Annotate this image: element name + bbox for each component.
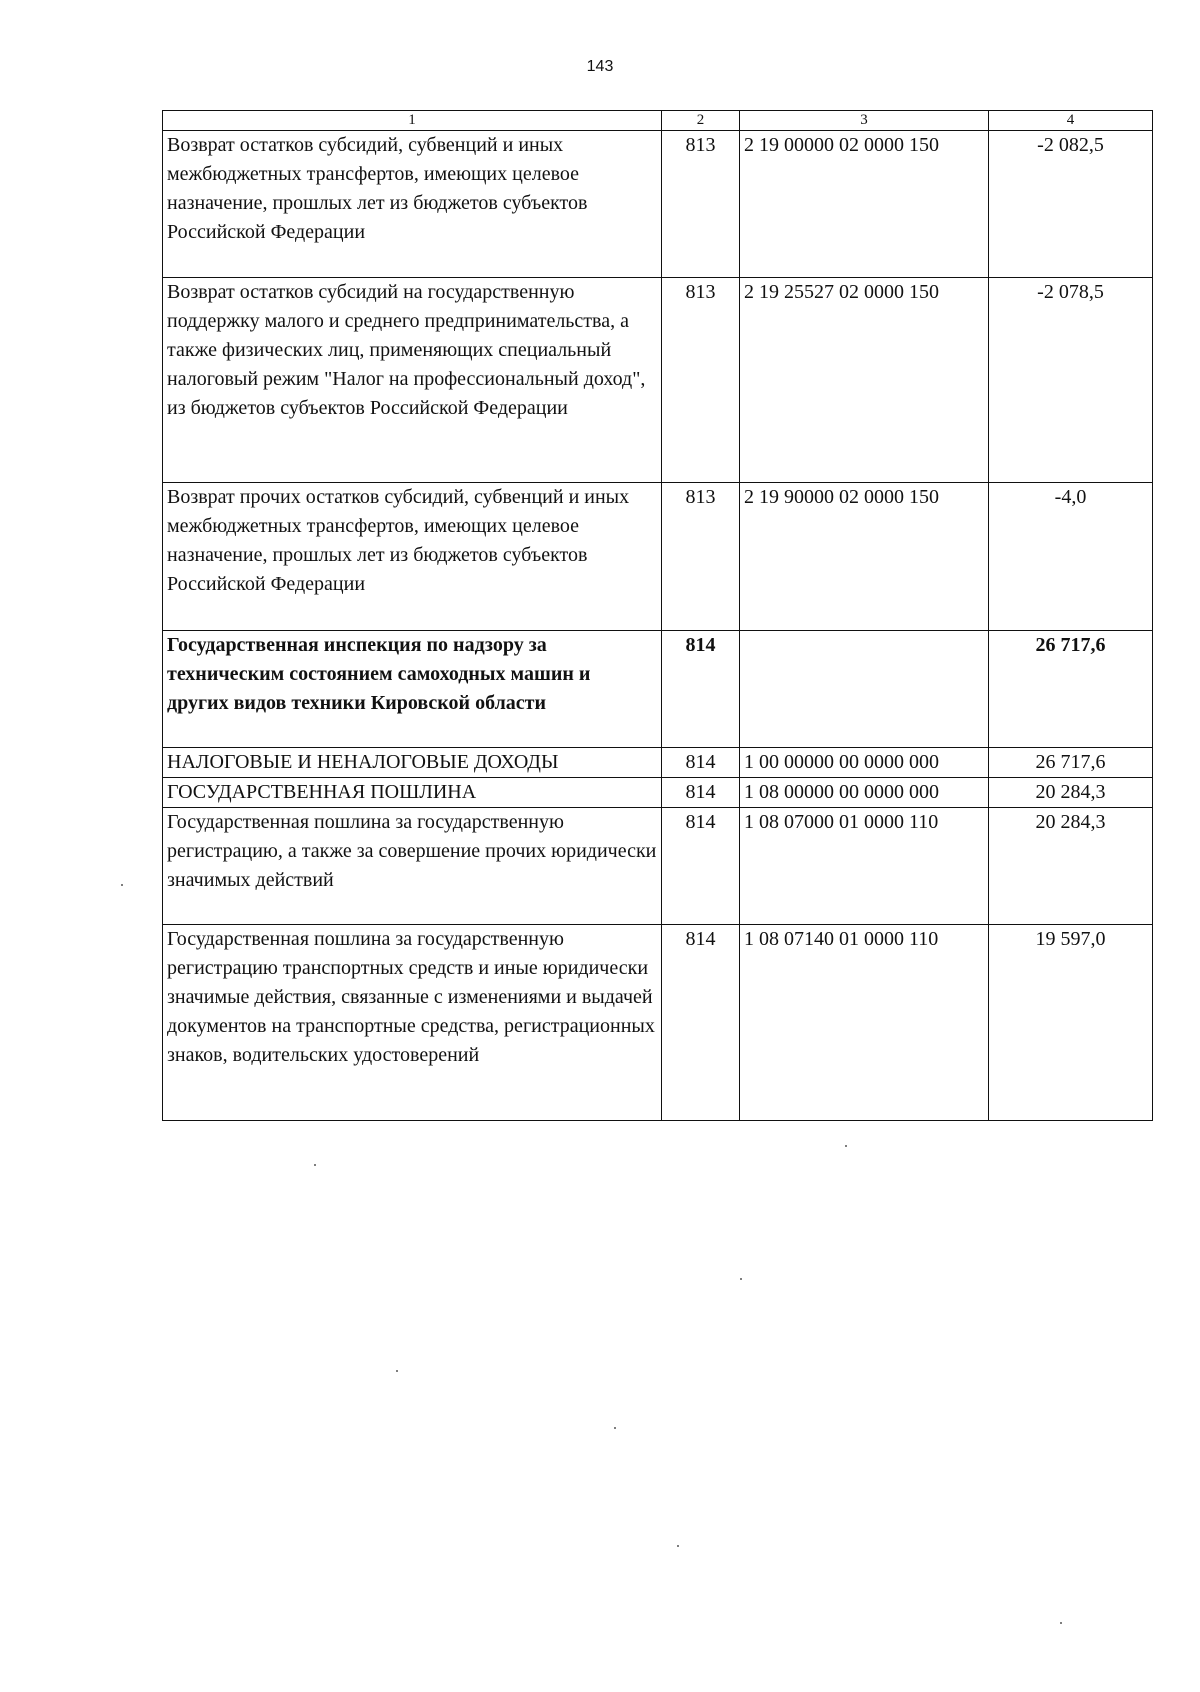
row-amount: -2 078,5: [989, 278, 1153, 483]
scan-speck: [677, 1545, 679, 1547]
scan-speck: [121, 884, 123, 886]
table-row: [163, 131, 1153, 278]
header-col-1: 1: [163, 111, 662, 131]
header-col-2: 2: [662, 111, 740, 131]
row-amount: 20 284,3: [989, 778, 1153, 808]
table-row: [163, 631, 1153, 748]
row-budget-code: [740, 631, 989, 748]
row-budget-code: 1 08 07140 01 0000 110: [740, 925, 989, 1121]
row-name: Государственная инспекция по надзору за техническим состоянием самоходных машин и других видов техники Кировской области: [163, 631, 662, 748]
row-name: Возврат остатков субсидий на государственную поддержку малого и среднего предпринимательства, а также физических лиц, применяющих специальный налоговый режим "Налог на профессиональный доход", из бюджетов субъектов Российской Федерации: [163, 278, 662, 483]
row-name: НАЛОГОВЫЕ И НЕНАЛОГОВЫЕ ДОХОДЫ: [163, 748, 662, 778]
scan-speck: [396, 1370, 398, 1372]
row-admin-code: 814: [662, 631, 740, 748]
table-row: [163, 925, 1153, 1121]
revenue-table: [162, 110, 1153, 1121]
table-row: [163, 278, 1153, 483]
scan-speck: [740, 1278, 742, 1280]
row-admin-code: 814: [662, 808, 740, 925]
table-row: [163, 808, 1153, 925]
row-budget-code: 2 19 90000 02 0000 150: [740, 483, 989, 631]
page-number: 143: [586, 58, 614, 75]
scan-speck: [614, 1427, 616, 1429]
row-amount: 19 597,0: [989, 925, 1153, 1121]
row-budget-code: 1 00 00000 00 0000 000: [740, 748, 989, 778]
table-row: [163, 778, 1153, 808]
row-name: Возврат прочих остатков субсидий, субвенций и иных межбюджетных трансфертов, имеющих целевое назначение, прошлых лет из бюджетов субъектов Российской Федерации: [163, 483, 662, 631]
row-amount: 26 717,6: [989, 748, 1153, 778]
table-header-row: [163, 111, 1153, 131]
row-amount: -2 082,5: [989, 131, 1153, 278]
row-name: Возврат остатков субсидий, субвенций и иных межбюджетных трансфертов, имеющих целевое назначение, прошлых лет из бюджетов субъектов Российской Федерации: [163, 131, 662, 278]
header-col-3: 3: [740, 111, 989, 131]
row-admin-code: 814: [662, 925, 740, 1121]
row-amount: 26 717,6: [989, 631, 1153, 748]
row-admin-code: 814: [662, 778, 740, 808]
row-admin-code: 814: [662, 748, 740, 778]
row-budget-code: 2 19 25527 02 0000 150: [740, 278, 989, 483]
row-admin-code: 813: [662, 131, 740, 278]
row-amount: 20 284,3: [989, 808, 1153, 925]
row-budget-code: 1 08 00000 00 0000 000: [740, 778, 989, 808]
scan-speck: [1060, 1622, 1062, 1624]
row-name: Государственная пошлина за государственную регистрацию, а также за совершение прочих юридически значимых действий: [163, 808, 662, 925]
row-amount: -4,0: [989, 483, 1153, 631]
row-budget-code: 2 19 00000 02 0000 150: [740, 131, 989, 278]
row-admin-code: 813: [662, 278, 740, 483]
scan-speck: [314, 1164, 316, 1166]
row-admin-code: 813: [662, 483, 740, 631]
table-row: [163, 483, 1153, 631]
table-row: [163, 748, 1153, 778]
scan-speck: [845, 1145, 847, 1147]
row-name: ГОСУДАРСТВЕННАЯ ПОШЛИНА: [163, 778, 662, 808]
row-budget-code: 1 08 07000 01 0000 110: [740, 808, 989, 925]
header-col-4: 4: [989, 111, 1153, 131]
row-name: Государственная пошлина за государственную регистрацию транспортных средств и иные юридически значимые действия, связанные с изменениями и выдачей документов на транспортные средства, регистрационных знаков, водительских удостоверений: [163, 925, 662, 1121]
